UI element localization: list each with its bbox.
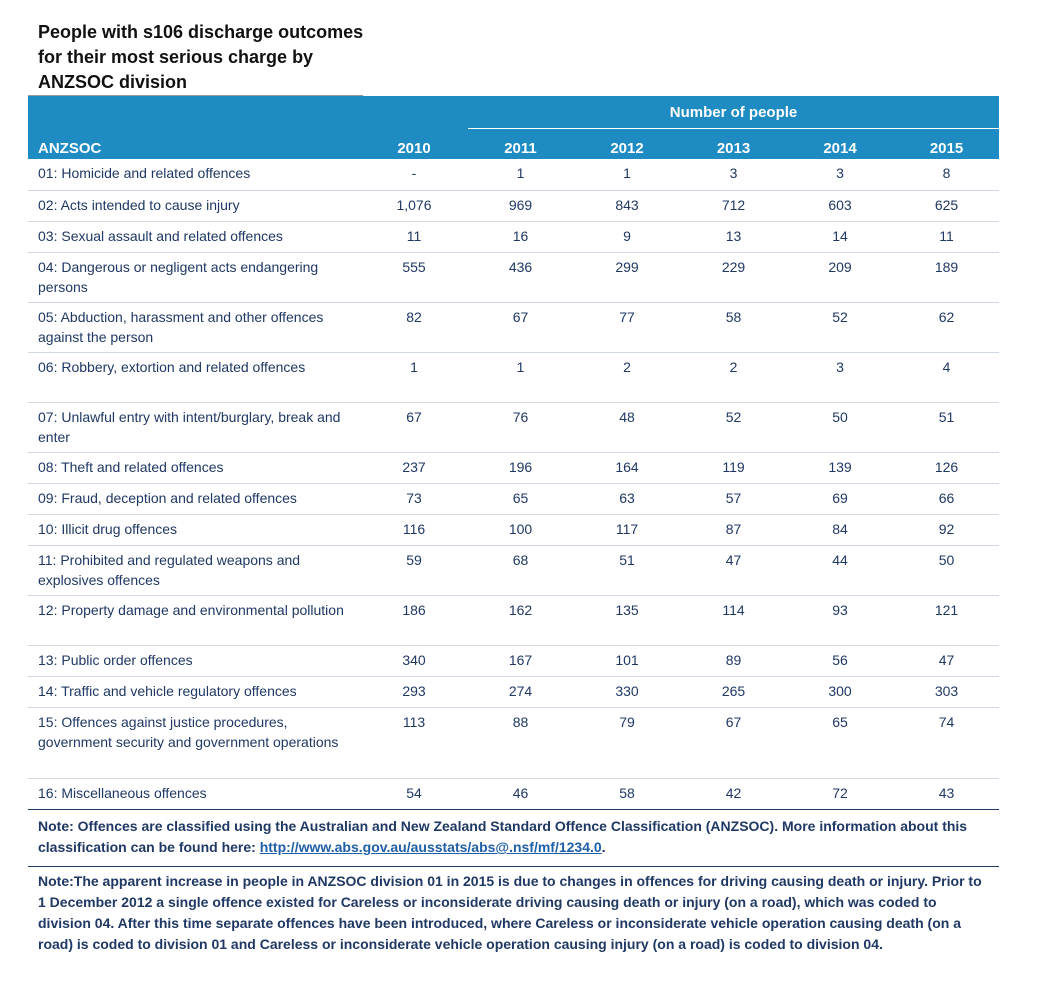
column-header-year: 2013 [681,129,786,160]
table-row [28,252,999,302]
cell-value: 1 [573,159,681,190]
cell-value: 82 [360,302,468,352]
row-label: 08: Theft and related offences [28,452,360,483]
cell-value: 65 [468,483,573,514]
cell-value: 167 [468,645,573,676]
row-label: 15: Offences against justice procedures, government security and government operations [28,707,360,778]
cell-value: 68 [468,545,573,595]
header-group-row [28,96,999,129]
cell-value: 135 [573,595,681,645]
column-header-year: 2011 [468,129,573,160]
cell-value: 72 [786,778,894,809]
cell-value: 265 [681,676,786,707]
cell-value: 54 [360,778,468,809]
column-header-anzsoc: ANZSOC [28,129,360,160]
cell-value: 51 [573,545,681,595]
cell-value: 87 [681,514,786,545]
cell-value: 79 [573,707,681,778]
cell-value: 113 [360,707,468,778]
table-row [28,402,999,452]
table-row [28,190,999,221]
cell-value: 11 [894,221,999,252]
cell-value: 303 [894,676,999,707]
cell-value: 162 [468,595,573,645]
table-title: People with s106 discharge outcomes for their most serious charge by ANZSOC division [38,22,364,92]
cell-value: 1,076 [360,190,468,221]
row-label: 06: Robbery, extortion and related offences [28,352,360,402]
cell-value: 3 [681,159,786,190]
cell-value: 59 [360,545,468,595]
cell-value: 843 [573,190,681,221]
cell-value: 116 [360,514,468,545]
cell-value: 164 [573,452,681,483]
table-row [28,778,999,809]
abs-classification-link[interactable]: http://www.abs.gov.au/ausstats/abs@.nsf/mf/1234.0 [259,839,602,855]
cell-value: 969 [468,190,573,221]
cell-value: 117 [573,514,681,545]
table-row [28,352,999,402]
table-row [28,595,999,645]
cell-value: 340 [360,645,468,676]
cell-value: 76 [468,402,573,452]
cell-value: 119 [681,452,786,483]
cell-value: 121 [894,595,999,645]
row-label: 12: Property damage and environmental pollution [28,595,360,645]
cell-value: 63 [573,483,681,514]
cell-value: 3 [786,352,894,402]
cell-value: 209 [786,252,894,302]
cell-value: 114 [681,595,786,645]
cell-value: 555 [360,252,468,302]
cell-value: 89 [681,645,786,676]
cell-value: 2 [681,352,786,402]
column-header-year: 2010 [360,129,468,160]
cell-value: 1 [468,159,573,190]
cell-value: 229 [681,252,786,302]
table-row [28,452,999,483]
cell-value: 58 [681,302,786,352]
cell-value: 625 [894,190,999,221]
cell-value: 42 [681,778,786,809]
classification-note-text: Note: Offences are classified using the Australian and New Zealand Standard Offence Classification (ANZSOC). More information about this classification can be found here: [38,818,968,855]
cell-value: 603 [786,190,894,221]
table-row [28,545,999,595]
cell-value: 44 [786,545,894,595]
cell-value: 67 [360,402,468,452]
table-row [28,159,999,190]
cell-value: 48 [573,402,681,452]
cell-value: 196 [468,452,573,483]
cell-value: 69 [786,483,894,514]
header-spacer-2010 [360,96,468,129]
cell-value: 52 [681,402,786,452]
cell-value: 100 [468,514,573,545]
cell-value: 4 [894,352,999,402]
cell-value: 186 [360,595,468,645]
table-row [28,645,999,676]
cell-value: 16 [468,221,573,252]
number-of-people-header: Number of people [468,96,999,129]
cell-value: 101 [573,645,681,676]
cell-value: 52 [786,302,894,352]
cell-value: 56 [786,645,894,676]
cell-value: 1 [468,352,573,402]
cell-value: 8 [894,159,999,190]
table-row [28,483,999,514]
cell-value: 139 [786,452,894,483]
row-label: 02: Acts intended to cause injury [28,190,360,221]
cell-value: 93 [786,595,894,645]
cell-value: 67 [681,707,786,778]
column-header-year: 2015 [894,129,999,160]
header-spacer [28,96,360,129]
table-body [28,159,999,809]
cell-value: 62 [894,302,999,352]
cell-value: 50 [786,402,894,452]
cell-value: 77 [573,302,681,352]
header-column-row [28,129,999,160]
row-label: 01: Homicide and related offences [28,159,360,190]
cell-value: 237 [360,452,468,483]
cell-value: 66 [894,483,999,514]
row-label: 07: Unlawful entry with intent/burglary, break and enter [28,402,360,452]
anzsoc-table [28,96,999,810]
column-header-year: 2014 [786,129,894,160]
cell-value: - [360,159,468,190]
row-label: 10: Illicit drug offences [28,514,360,545]
cell-value: 11 [360,221,468,252]
cell-value: 74 [894,707,999,778]
cell-value: 84 [786,514,894,545]
row-label: 09: Fraud, deception and related offences [28,483,360,514]
cell-value: 73 [360,483,468,514]
row-label: 03: Sexual assault and related offences [28,221,360,252]
cell-value: 14 [786,221,894,252]
cell-value: 299 [573,252,681,302]
row-label: 05: Abduction, harassment and other offences against the person [28,302,360,352]
cell-value: 51 [894,402,999,452]
row-label: 13: Public order offences [28,645,360,676]
cell-value: 1 [360,352,468,402]
cell-value: 58 [573,778,681,809]
cell-value: 47 [681,545,786,595]
cell-value: 65 [786,707,894,778]
cell-value: 293 [360,676,468,707]
notes-divider [28,866,999,867]
table-row [28,221,999,252]
classification-note [38,816,993,858]
cell-value: 2 [573,352,681,402]
cell-value: 3 [786,159,894,190]
cell-value: 88 [468,707,573,778]
table-row [28,302,999,352]
cell-value: 67 [468,302,573,352]
cell-value: 712 [681,190,786,221]
classification-note-end: . [601,839,606,855]
table-row [28,707,999,778]
cell-value: 46 [468,778,573,809]
cell-value: 47 [894,645,999,676]
table-row [28,676,999,707]
cell-value: 436 [468,252,573,302]
cell-value: 50 [894,545,999,595]
cell-value: 126 [894,452,999,483]
cell-value: 274 [468,676,573,707]
division-change-note: Note:The apparent increase in people in ANZSOC division 01 in 2015 is due to changes in offences for driving causing death or injury. Prior to 1 December 2012 a single offence existed for Careless or inconsiderate driving causing death or injury (on a road), which was coded to division 04. After this time separate offences have been introduced, where Careless or inconsiderate vehicle operation causing death (on a road) is coded to division 01 and Careless or inconsiderate vehicle operation causing injury (on a road) is coded to division 04. [38,873,982,952]
row-label: 04: Dangerous or negligent acts endangering persons [28,252,360,302]
cell-value: 300 [786,676,894,707]
cell-value: 57 [681,483,786,514]
row-label: 14: Traffic and vehicle regulatory offences [28,676,360,707]
table-row [28,514,999,545]
cell-value: 330 [573,676,681,707]
cell-value: 92 [894,514,999,545]
cell-value: 13 [681,221,786,252]
cell-value: 43 [894,778,999,809]
column-header-year: 2012 [573,129,681,160]
row-label: 16: Miscellaneous offences [28,778,360,809]
row-label: 11: Prohibited and regulated weapons and explosives offences [28,545,360,595]
cell-value: 9 [573,221,681,252]
cell-value: 189 [894,252,999,302]
